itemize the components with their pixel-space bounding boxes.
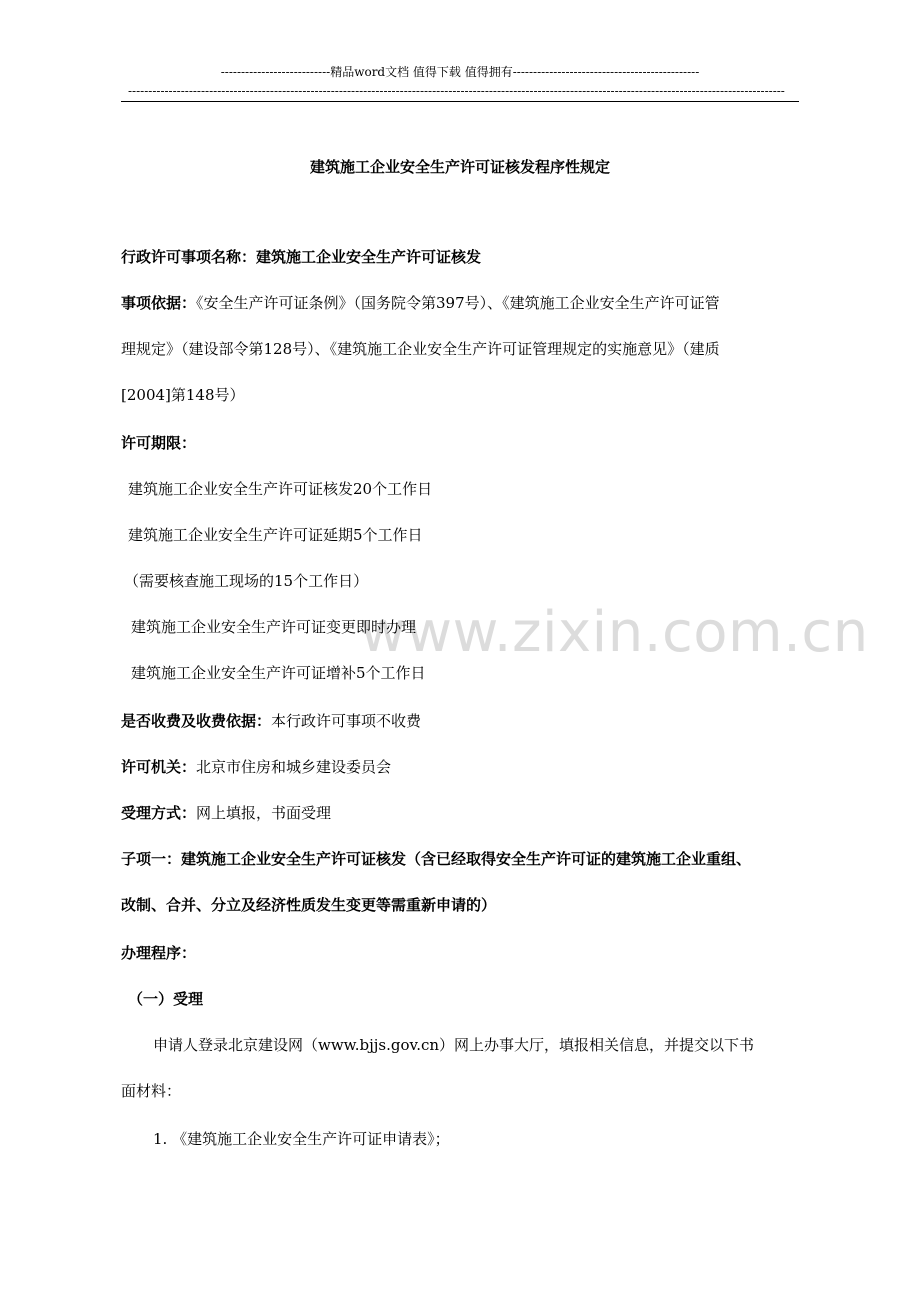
list-item-1: 1. 《建筑施工企业安全生产许可证申请表》； bbox=[153, 1130, 450, 1148]
item-name-value: 建筑施工企业安全生产许可证核发 bbox=[256, 248, 482, 266]
accept-line bbox=[121, 802, 920, 824]
authority-label: 许可机关： bbox=[121, 758, 197, 776]
basis-label: 事项依据： bbox=[121, 294, 197, 312]
subitem-line-1: 子项一：建筑施工企业安全生产许可证核发（含已经取得安全生产许可证的建筑施工企业重组、 bbox=[121, 850, 752, 868]
fee-label: 是否收费及收费依据： bbox=[121, 712, 272, 730]
subitem-line-2: 改制、合并、分立及经济性质发生变更等需重新申请的） bbox=[121, 896, 497, 914]
item-name-label: 行政许可事项名称： bbox=[121, 248, 257, 266]
period-item-1: 建筑施工企业安全生产许可证核发20个工作日 bbox=[128, 480, 433, 498]
step1-label: （一）受理 bbox=[128, 990, 204, 1008]
authority-line bbox=[121, 756, 920, 778]
period-item-3: （需要核查施工现场的15个工作日） bbox=[124, 572, 369, 590]
item-name-line bbox=[121, 246, 920, 268]
period-item-4: 建筑施工企业安全生产许可证变更即时办理 bbox=[131, 618, 417, 636]
header-banner: ---------------------------精品word文档 值得下载 值得拥有---------------------------------------------- bbox=[220, 65, 700, 79]
procedure-label: 办理程序： bbox=[121, 944, 197, 962]
fee-value: 本行政许可事项不收费 bbox=[271, 712, 422, 730]
fee-line bbox=[121, 710, 920, 732]
header-rule bbox=[121, 101, 799, 102]
accept-value: 网上填报，书面受理 bbox=[196, 804, 332, 822]
step1-text-line-2: 面材料： bbox=[121, 1082, 182, 1100]
watermark: www.zixin.com.cn bbox=[360, 600, 869, 665]
basis-line-1 bbox=[121, 292, 920, 314]
accept-label: 受理方式： bbox=[121, 804, 197, 822]
authority-value: 北京市住房和城乡建设委员会 bbox=[196, 758, 392, 776]
period-item-5: 建筑施工企业安全生产许可证增补5个工作日 bbox=[131, 664, 426, 682]
basis-line-2: 理规定》（建设部令第128号）、《建筑施工企业安全生产许可证管理规定的实施意见》（建质 bbox=[121, 340, 720, 358]
period-label: 许可期限： bbox=[121, 434, 197, 452]
period-item-2: 建筑施工企业安全生产许可证延期5个工作日 bbox=[128, 526, 423, 544]
basis-line-3: [2004]第148号） bbox=[121, 386, 245, 404]
page-title: 建筑施工企业安全生产许可证核发程序性规定 bbox=[309, 158, 610, 176]
header-dashes: ------------------------------------------------------------------------------------------------------------------------------------------------------------------ bbox=[128, 84, 785, 98]
basis-text-1: 《安全生产许可证条例》（国务院令第397号）、《建筑施工企业安全生产许可证管 bbox=[196, 294, 720, 312]
step1-text-line-1: 申请人登录北京建设网（www.bjjs.gov.cn）网上办事大厅，填报相关信息，并提交以下书 bbox=[153, 1036, 755, 1054]
